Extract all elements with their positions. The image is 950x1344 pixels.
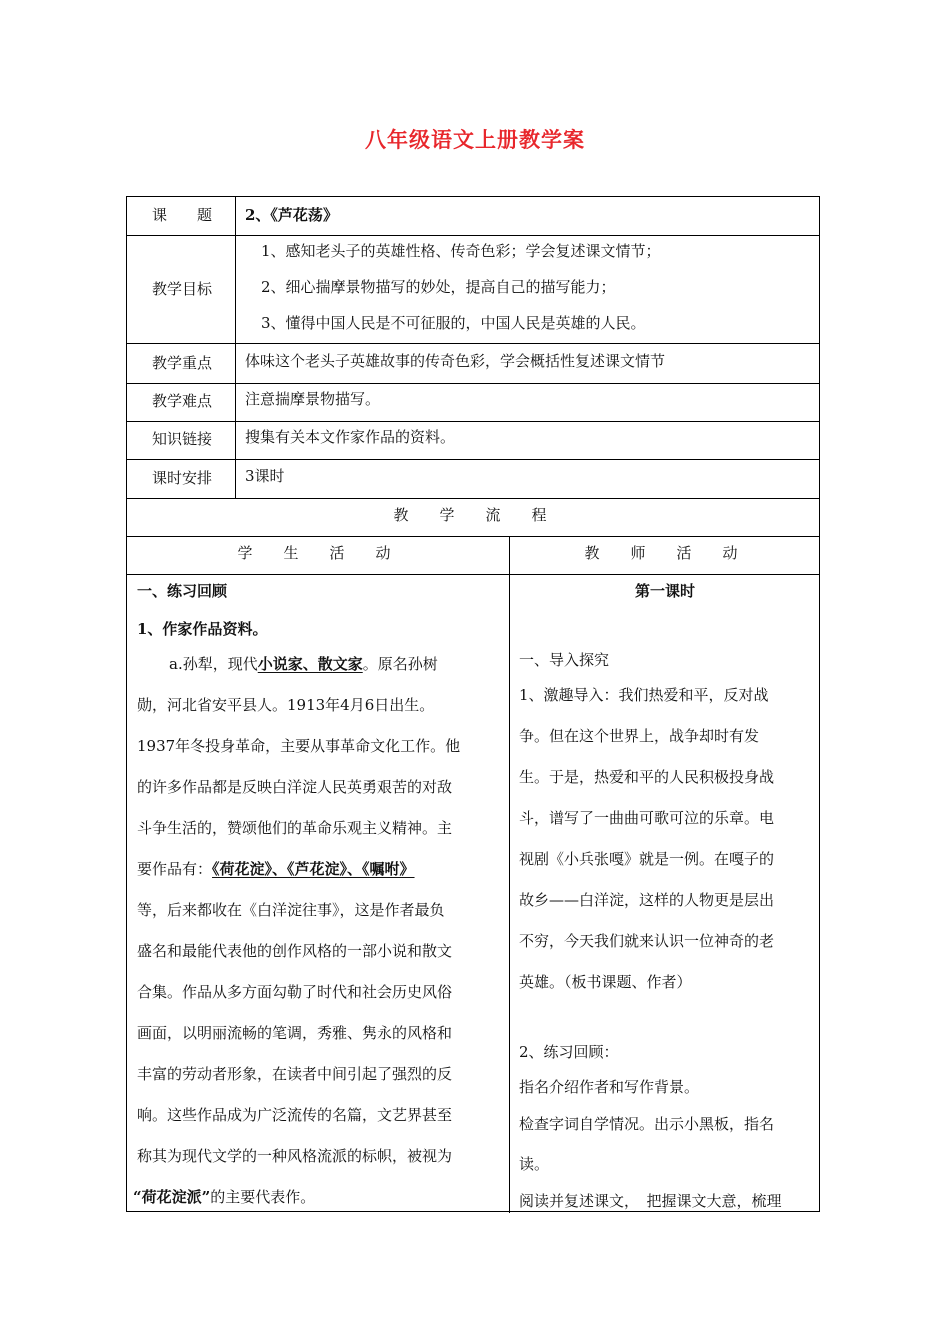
student-paragraph-line: 响。这些作品成为广泛流传的名篇，文艺界甚至 — [137, 1106, 453, 1124]
student-paragraph-line — [133, 1187, 315, 1207]
text-run: 要作品有： — [137, 860, 213, 878]
teacher-line: 指名介绍作者和写作背景。 — [519, 1078, 700, 1096]
focus-value: 体味这个老头子英雄故事的传奇色彩，学会概括性复述课文情节 — [245, 352, 666, 370]
column-divider — [509, 536, 510, 1213]
text-run: 。原名孙树 — [362, 655, 438, 673]
schedule-value: 3课时 — [245, 467, 285, 485]
teacher-review-title: 2、练习回顾： — [519, 1043, 619, 1061]
teacher-line: 阅读并复述课文， 把握课文大意，梳理 — [519, 1192, 782, 1210]
teacher-line: 斗，谱写了一曲曲可歌可泣的乐章。电 — [519, 809, 775, 827]
row-divider — [127, 536, 819, 537]
student-paragraph-line: 丰富的劳动者形象，在读者中间引起了强烈的反 — [137, 1065, 453, 1083]
student-paragraph-line: 画面，以明丽流畅的笔调，秀雅、隽永的风格和 — [137, 1024, 453, 1042]
row-divider — [127, 421, 819, 422]
underlined-works: 《荷花淀》、《芦花淀》、《嘱咐》 — [212, 860, 415, 878]
teacher-line: 生。于是，热爱和平的人民积极投身战 — [519, 768, 775, 786]
row-divider — [127, 235, 819, 236]
teacher-line: 不穷，今天我们就来认识一位神奇的老 — [519, 932, 775, 950]
teacher-intro-title: 一、导入探究 — [519, 651, 610, 669]
text-run: 的主要代表作。 — [210, 1188, 316, 1206]
topic-value: 2、《芦花荡》 — [245, 206, 338, 224]
difficulty-label: 教学难点 — [151, 392, 212, 410]
row-divider — [127, 574, 819, 575]
student-subsection-title: 1、作家作品资料。 — [137, 620, 268, 638]
row-divider — [127, 498, 819, 499]
student-paragraph-line — [137, 859, 415, 879]
teacher-line: 视剧《小兵张嘎》就是一例。在嘎子的 — [519, 850, 775, 868]
flow-header: 教 学 流 程 — [393, 506, 555, 524]
teacher-line: 英雄。（板书课题、作者） — [519, 973, 692, 991]
link-label: 知识链接 — [151, 430, 212, 448]
row-divider — [127, 383, 819, 384]
underlined-roles: 小说家、散文家 — [257, 655, 363, 673]
teacher-line: 1、激趣导入：我们热爱和平，反对战 — [519, 686, 769, 704]
topic-label: 课 题 — [151, 206, 212, 224]
schedule-label: 课时安排 — [151, 469, 212, 487]
link-value: 搜集有关本文作家作品的资料。 — [245, 428, 456, 446]
text-run: a.孙犁，现代 — [169, 655, 258, 673]
lesson-plan-table — [126, 196, 820, 1212]
goal-item: 2、细心揣摩景物描写的妙处，提高自己的描写能力； — [261, 278, 616, 296]
student-paragraph-line: 斗争生活的，赞颂他们的革命乐观主义精神。主 — [137, 819, 453, 837]
student-paragraph-line: 勋，河北省安平县人。1913年4月6日出生。 — [137, 696, 435, 714]
teacher-activity-header: 教 师 活 动 — [584, 544, 746, 562]
student-paragraph-line: 合集。作品从多方面勾勒了时代和社会历史风俗 — [137, 983, 453, 1001]
row-divider — [127, 343, 819, 344]
student-activity-header: 学 生 活 动 — [237, 544, 399, 562]
teacher-line: 争。但在这个世界上，战争却时有发 — [519, 727, 760, 745]
student-paragraph-line: 的许多作品都是反映白洋淀人民英勇艰苦的对敌 — [137, 778, 453, 796]
student-paragraph-line — [169, 654, 438, 674]
teacher-line: 检查字词自学情况。出示小黑板，指名 — [519, 1115, 775, 1133]
student-paragraph-line: 称其为现代文学的一种风格流派的标帜，被视为 — [137, 1147, 453, 1165]
goals-label: 教学目标 — [151, 280, 212, 298]
focus-label: 教学重点 — [151, 354, 212, 372]
document-title: 八年级语文上册教学案 — [365, 128, 585, 152]
teacher-line: 读。 — [519, 1155, 550, 1173]
row-divider — [127, 459, 819, 460]
goal-item: 1、感知老头子的英雄性格、传奇色彩；学会复述课文情节； — [261, 242, 661, 260]
school-name: “荷花淀派” — [133, 1188, 211, 1206]
student-paragraph-line: 盛名和最能代表他的创作风格的一部小说和散文 — [137, 942, 453, 960]
column-divider — [235, 197, 236, 498]
student-section-title: 一、练习回顾 — [137, 582, 228, 600]
student-paragraph-line: 1937年冬投身革命，主要从事革命文化工作。他 — [137, 737, 461, 755]
teacher-line: 故乡——白洋淀，这样的人物更是层出 — [519, 891, 775, 909]
student-paragraph-line: 等，后来都收在《白洋淀往事》，这是作者最负 — [137, 901, 445, 919]
difficulty-value: 注意揣摩景物描写。 — [245, 390, 381, 408]
lesson-period-title: 第一课时 — [634, 582, 695, 600]
goal-item: 3、懂得中国人民是不可征服的，中国人民是英雄的人民。 — [261, 314, 646, 332]
